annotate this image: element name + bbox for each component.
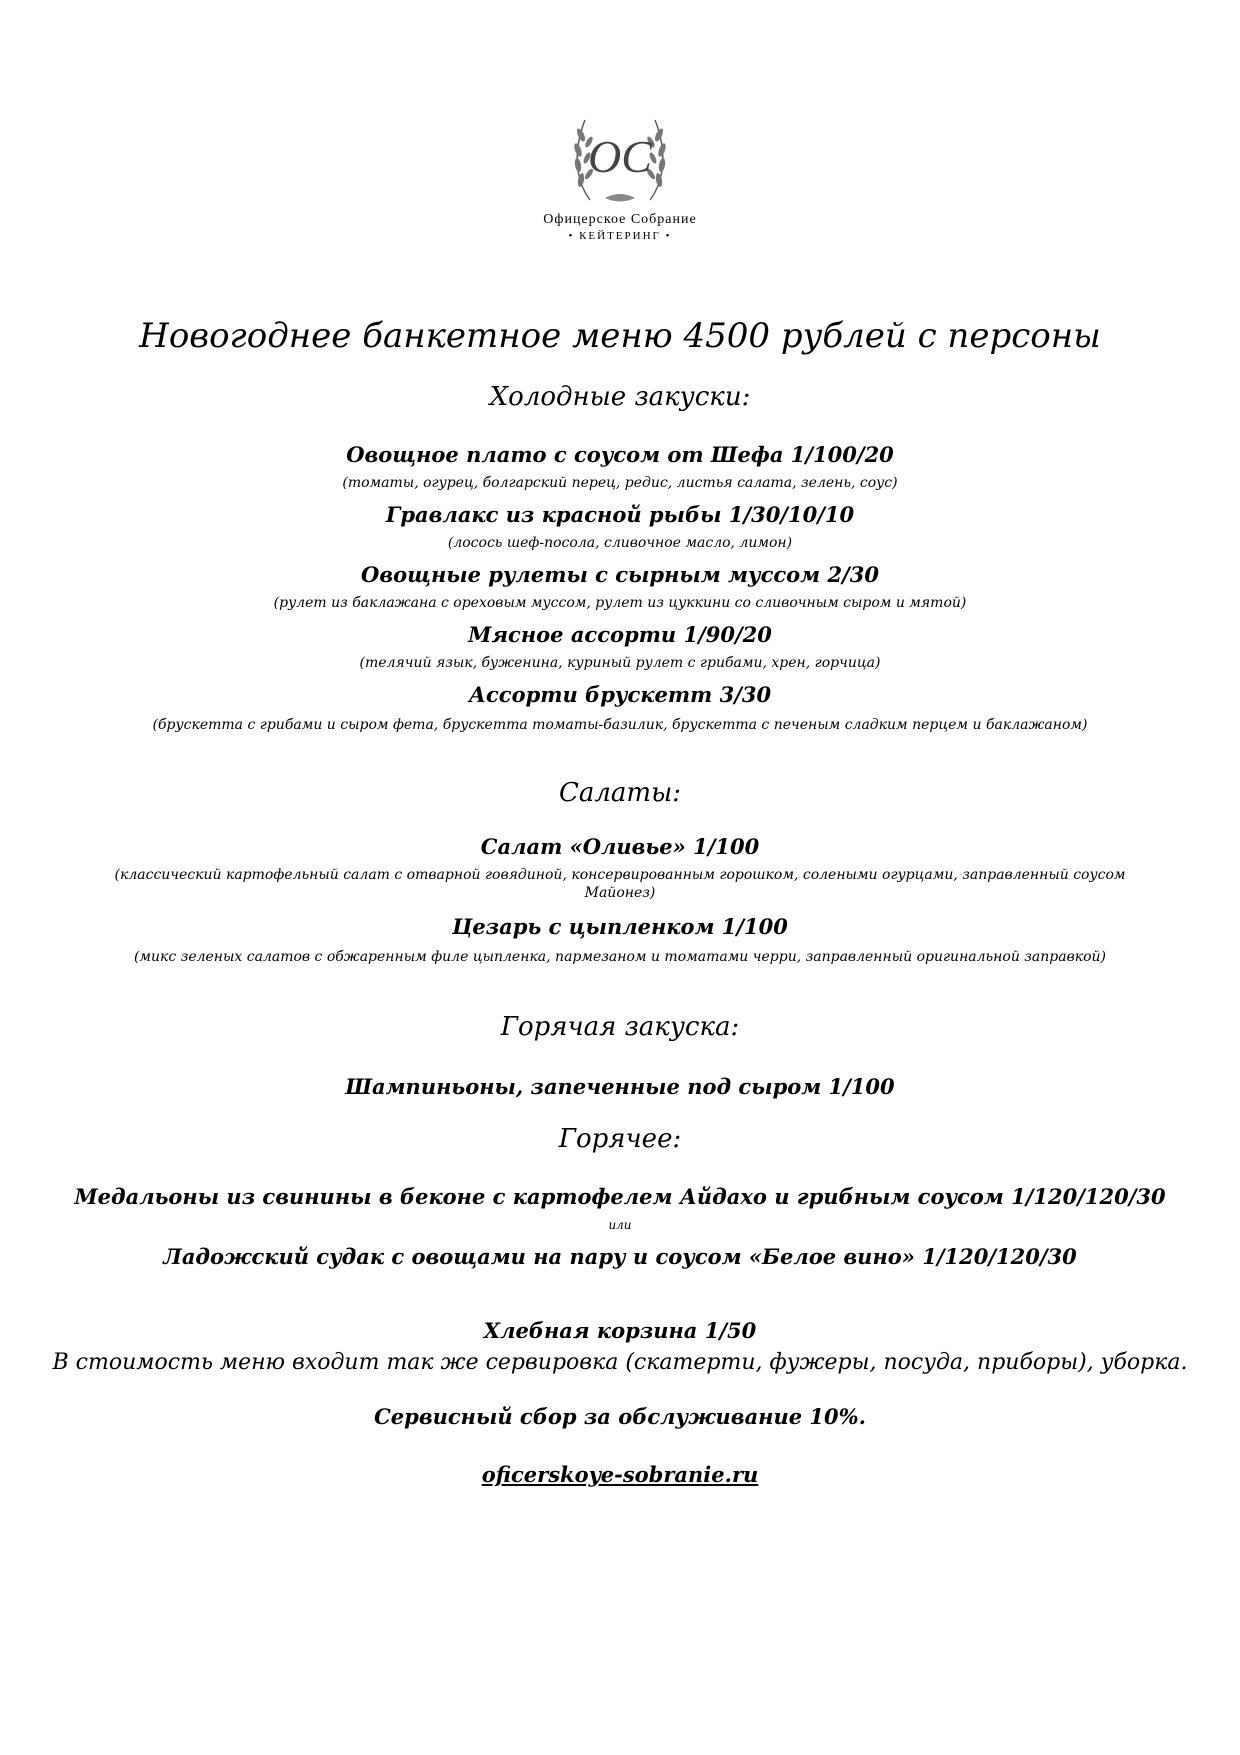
menu-item-desc: (брускетта с грибами и сыром фета, брускетта томаты-базилик, брускетта с печеным сладким перцем и баклажаном)	[152, 717, 1088, 733]
menu-item: Ладожский судак с овощами на пару и соусом «Белое вино» 1/120/120/30	[163, 1244, 1077, 1269]
section-heading-hot-snack: Горячая закуска:	[500, 1012, 740, 1042]
menu-item: Медальоны из свинины в беконе с картофелем Айдахо и грибным соусом 1/120/120/30	[74, 1184, 1166, 1209]
menu-item-desc: (классический картофельный салат с отварной говядиной, консервированным горошком, солеными огурцами, заправленный соусом Майонез)	[114, 867, 1126, 901]
menu-item-desc: (томаты, огурец, болгарский перец, редис, листья салата, зелень, соус)	[342, 475, 898, 491]
laurel-monogram-icon	[545, 110, 695, 210]
menu-item: Цезарь с цыпленком 1/100	[452, 914, 788, 939]
menu-item: Ассорти брускетт 3/30	[468, 682, 772, 707]
menu-item: Салат «Оливье» 1/100	[480, 834, 760, 859]
menu-item-desc: (телячий язык, буженина, куриный рулет с грибами, хрен, горчица)	[359, 655, 881, 671]
brand-subtitle: • КЕЙТЕРИНГ •	[568, 230, 672, 242]
page-title: Новогоднее банкетное меню 4500 рублей с персоны	[139, 316, 1101, 356]
svg-text:OC: OC	[588, 131, 652, 182]
website-link[interactable]: oficerskoye-sobranie.ru	[481, 1462, 759, 1487]
section-heading-cold: Холодные закуски:	[489, 382, 751, 412]
menu-item: Овощные рулеты с сырным муссом 2/30	[361, 562, 879, 587]
section-heading-hot: Горячее:	[558, 1124, 682, 1154]
menu-item: Шампиньоны, запеченные под сыром 1/100	[345, 1074, 895, 1099]
service-fee-note: Сервисный сбор за обслуживание 10%.	[374, 1404, 866, 1429]
menu-item-bread: Хлебная корзина 1/50	[483, 1318, 757, 1343]
or-separator: или	[608, 1218, 632, 1232]
serving-note: В стоимость меню входит так же сервировка (скатерти, фужеры, посуда, приборы), уборка.	[52, 1350, 1188, 1375]
menu-item-desc: (лосось шеф-посола, сливочное масло, лимон)	[447, 535, 793, 551]
brand-name: Офицерское Собрание	[543, 212, 697, 227]
section-heading-salads: Салаты:	[558, 778, 682, 808]
menu-item-desc: (микс зеленых салатов с обжаренным филе цыпленка, пармезаном и томатами черри, заправленный оригинальной заправкой)	[133, 949, 1107, 965]
menu-item: Овощное плато с соусом от Шефа 1/100/20	[346, 442, 894, 467]
menu-item: Мясное ассорти 1/90/20	[468, 622, 772, 647]
brand-logo	[0, 110, 1240, 242]
menu-item: Гравлакс из красной рыбы 1/30/10/10	[385, 502, 855, 527]
menu-item-desc: (рулет из баклажана с ореховым муссом, рулет из цуккини со сливочным сыром и мятой)	[273, 595, 967, 611]
